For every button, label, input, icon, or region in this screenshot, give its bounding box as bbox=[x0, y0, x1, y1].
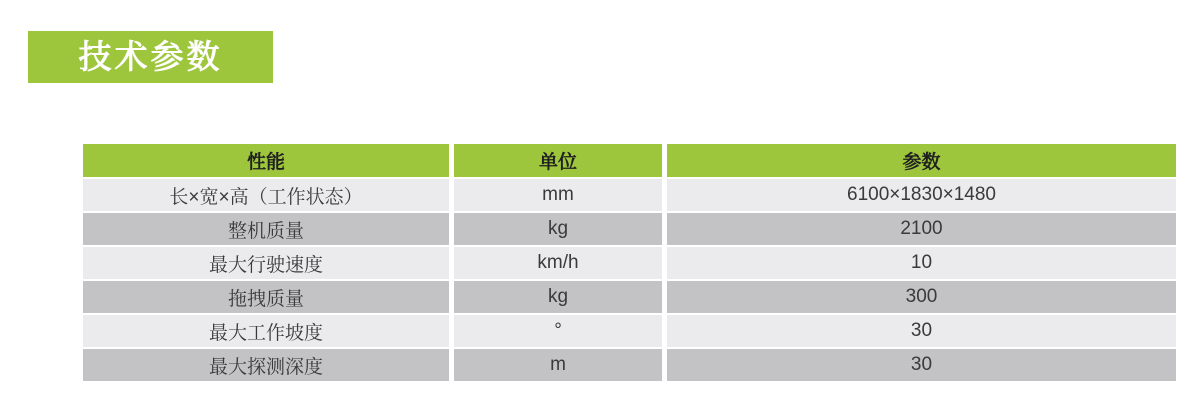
property-cell: 拖拽质量 bbox=[83, 279, 449, 313]
property-cell: 整机质量 bbox=[83, 211, 449, 245]
value-cell: 30 bbox=[662, 313, 1176, 347]
header-unit: 单位 bbox=[449, 144, 662, 177]
property-cell: 最大行驶速度 bbox=[83, 245, 449, 279]
property-cell: 最大探测深度 bbox=[83, 347, 449, 381]
unit-cell: mm bbox=[449, 177, 662, 211]
table-row bbox=[83, 211, 1176, 245]
header-row bbox=[83, 144, 1176, 177]
unit-cell: kg bbox=[449, 211, 662, 245]
property-cell: 长×宽×高（工作状态） bbox=[83, 177, 449, 211]
specs-table bbox=[83, 144, 1176, 381]
value-cell: 6100×1830×1480 bbox=[662, 177, 1176, 211]
unit-cell: km/h bbox=[449, 245, 662, 279]
section-title: 技术参数 bbox=[78, 38, 223, 75]
value-cell: 300 bbox=[662, 279, 1176, 313]
unit-cell: ° bbox=[449, 313, 662, 347]
header-property: 性能 bbox=[83, 144, 449, 177]
table-row bbox=[83, 245, 1176, 279]
unit-cell: m bbox=[449, 347, 662, 381]
property-cell: 最大工作坡度 bbox=[83, 313, 449, 347]
table-row bbox=[83, 313, 1176, 347]
table-row bbox=[83, 279, 1176, 313]
value-cell: 30 bbox=[662, 347, 1176, 381]
unit-cell: kg bbox=[449, 279, 662, 313]
value-cell: 2100 bbox=[662, 211, 1176, 245]
table-row bbox=[83, 177, 1176, 211]
section-title-badge bbox=[28, 31, 273, 83]
table-row bbox=[83, 347, 1176, 381]
value-cell: 10 bbox=[662, 245, 1176, 279]
header-value: 参数 bbox=[662, 144, 1176, 177]
